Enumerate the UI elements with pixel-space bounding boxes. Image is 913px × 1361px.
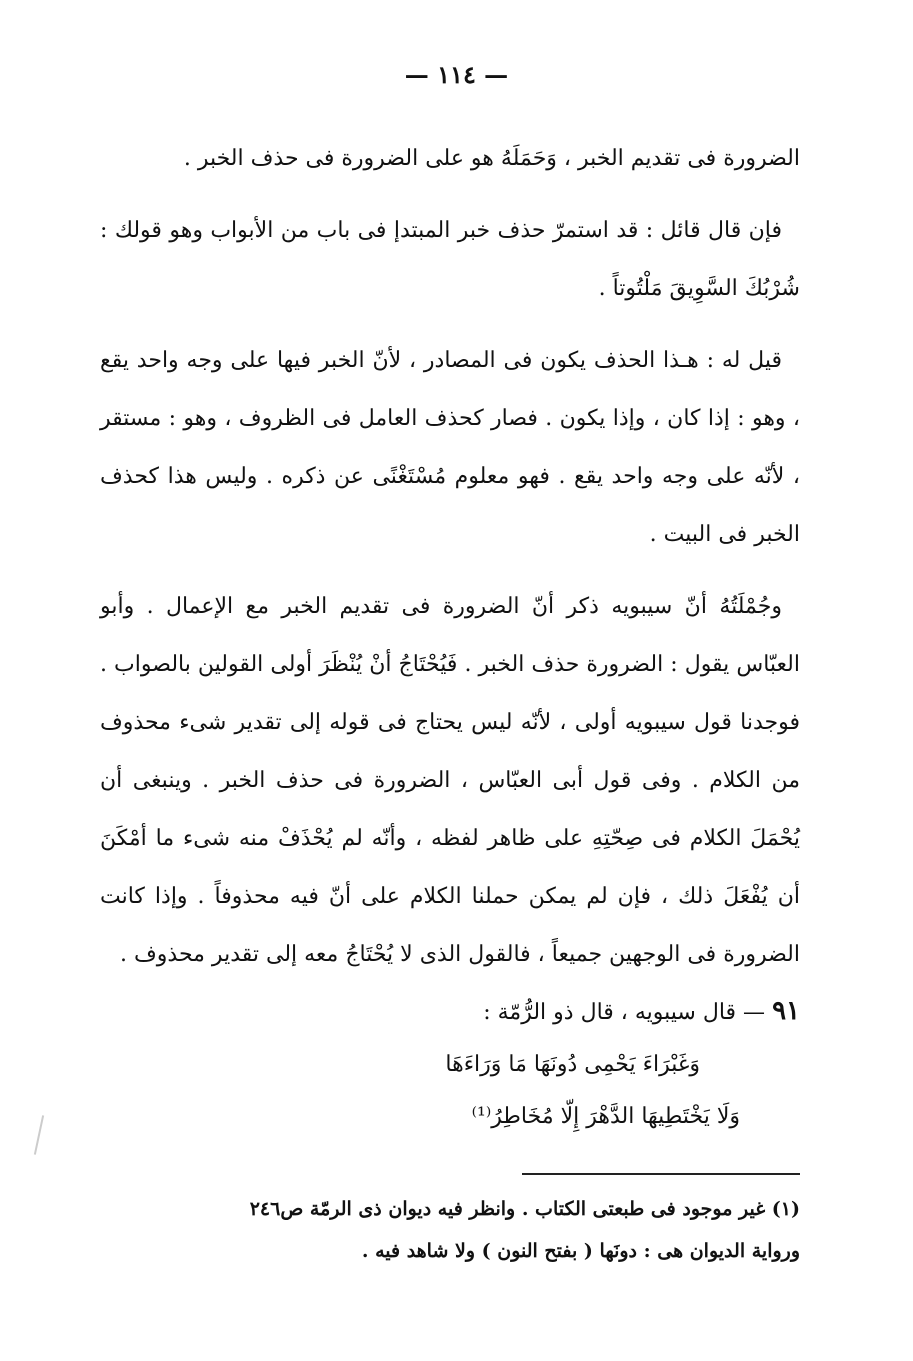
verse-line-2: وَلَا يَخْتَطِيهَا الدَّهْرَ إِلّا مُخَاطِرُ⁽¹⁾ xyxy=(471,1104,740,1129)
paragraph-1: الضرورة فى تقديم الخبر ، وَحَمَلَهُ هو على الضرورة فى حذف الخبر . xyxy=(183,146,800,171)
main-text xyxy=(100,130,800,998)
footnote-divider xyxy=(522,1173,800,1175)
poem-intro xyxy=(100,985,800,1039)
margin-scratch-mark xyxy=(34,1115,44,1155)
paragraph-2: فإن قال قائل : قد استمرّ حذف خبر المبتدإ فى باب من الأبواب وهو قولك : شُرْبُكَ السَّوِيقَ مَلْتُوتاً . xyxy=(100,218,800,301)
poem-section xyxy=(100,985,800,1143)
page-number: — ١١٤ — xyxy=(404,60,509,89)
footnote xyxy=(80,1188,800,1272)
paragraph-3: قيل له : هـذا الحذف يكون فى المصادر ، لأنّ الخبر فيها على وجه واحد يقع ، وهو : إذا كان ، وإذا يكون . فصار كحذف العامل فى الظروف ، وهو : مستقر ، لأنّه على وجه واحد يقع . فهو معلوم مُسْتَغْنًى عن ذكره . وليس هذا كحذف الخبر فى البيت . xyxy=(100,348,800,547)
footnote-line-1: (١) غير موجود فى طبعتى الكتاب . وانظر فيه ديوان ذى الرمّة ص٢٤٦ xyxy=(249,1198,800,1220)
verse-line-1: وَغَبْرَاءَ يَحْمِى دُونَهَا مَا وَرَاءَهَا xyxy=(445,1052,700,1077)
paragraph-4: وجُمْلَتُهُ أنّ سيبويه ذكر أنّ الضرورة فى تقديم الخبر مع الإعمال . وأبو العبّاس يقول : الضرورة حذف الخبر . فَيُحْتَاجُ أنْ يُنْظَرَ أولى القولين بالصواب . فوجدنا قول سيبويه أولى ، لأنّه ليس يحتاج فى قوله إلى تقدير شىء محذوف من الكلام . وفى قول أبى العبّاس ، الضرورة فى حذف الخبر . وينبغى أن يُحْمَلَ الكلام فى صِحّتِهِ على ظاهر لفظه ، وأنّه لم يُحْذَفْ منه شىء ما أمْكَنَ أن يُفْعَلَ ذلك ، فإن لم يمكن حملنا الكلام على أنّ فيه محذوفاً . وإذا كانت الضرورة فى الوجهين جميعاً ، فالقول الذى لا يُحْتَاجُ معه إلى تقدير محذوف . xyxy=(100,594,800,967)
poem-intro-text: — قال سيبويه ، قال ذو الرُّمّة : xyxy=(483,1000,766,1025)
section-number: ٩١ xyxy=(772,996,800,1026)
footnote-line-2: ورواية الديوان هى : دونَها ( بفتح النون ) ولا شاهد فيه . xyxy=(361,1240,800,1262)
